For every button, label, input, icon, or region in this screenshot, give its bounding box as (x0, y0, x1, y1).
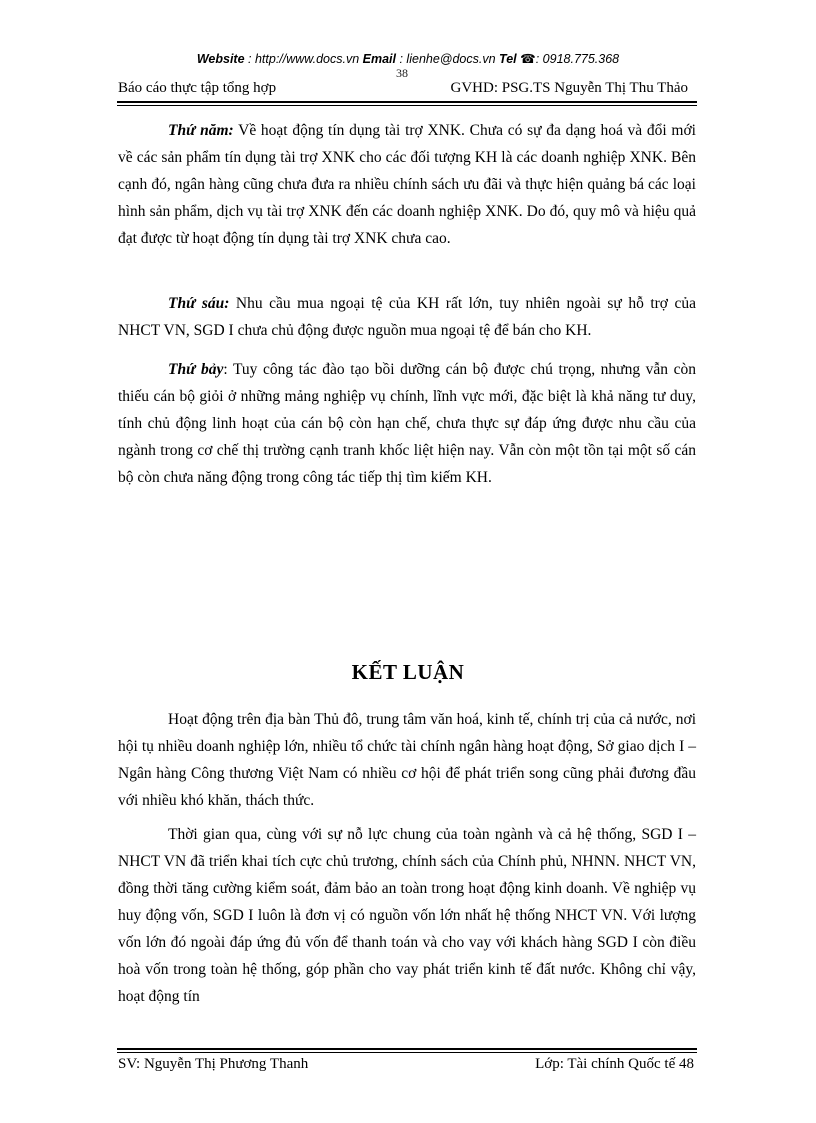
website-url[interactable]: : http://www.docs.vn (244, 52, 363, 66)
paragraph-lead: Thứ bảy (168, 361, 224, 378)
student-name: SV: Nguyễn Thị Phương Thanh (118, 1056, 309, 1072)
website-label: Website (196, 52, 245, 66)
phone-icon: ☎ (520, 52, 536, 66)
email-address[interactable]: : lienhe@docs.vn (396, 52, 500, 66)
email-label: Email (362, 52, 397, 66)
website-banner (0, 51, 816, 66)
header-rule-thin (117, 105, 697, 106)
supervisor: GVHD: PSG.TS Nguyễn Thị Thu Thảo (450, 80, 688, 96)
tel-number: : 0918.775.368 (535, 52, 620, 66)
footer-rule (117, 1048, 697, 1050)
report-title: Báo cáo thực tập tổng hợp (118, 80, 277, 96)
footer-rule-thin (117, 1052, 697, 1053)
paragraph-thu-nam (118, 117, 696, 252)
class-name: Lớp: Tài chính Quốc tế 48 (535, 1056, 694, 1072)
paragraph-text: Nhu cầu mua ngoại tệ của KH rất lớn, tuy nhiên ngoài sự hỗ trợ của NHCT VN, SGD I chưa chủ động được nguồn mua ngoại tệ để bán cho KH. (118, 295, 696, 339)
header-rule (117, 101, 697, 103)
paragraph-thu-bay (118, 356, 696, 491)
paragraph-text: Về hoạt động tín dụng tài trợ XNK. Chưa có sự đa dạng hoá và đổi mới về các sản phẩm tín dụng tài trợ XNK cho các đối tượng KH là các doanh nghiệp XNK. Bên cạnh đó, ngân hàng cũng chưa đưa ra nhiều chính sách ưu đãi và thực hiện quảng bá các loại hình sản phẩm, dịch vụ tài trợ XNK đến các doanh nghiệp XNK. Do đó, quy mô và hiệu quả đạt được từ hoạt động tín dụng tài trợ XNK chưa cao. (118, 122, 696, 247)
paragraph-thu-sau (118, 290, 696, 344)
tel-label: Tel (499, 52, 517, 66)
page-number: 38 (396, 66, 408, 80)
paragraph-text: : Tuy công tác đào tạo bồi dưỡng cán bộ được chú trọng, nhưng vẫn còn thiếu cán bộ giỏi ở những mảng nghiệp vụ chính, lĩnh vực mới, đặc biệt là khả năng tư duy, tính chủ động linh hoạt của cán bộ còn hạn chế, chưa thực sự đáp ứng được nhu cầu của ngành trong cơ chế thị trường cạnh tranh khốc liệt hiện nay. Vẫn còn một tồn tại một số cán bộ còn chưa năng động trong công tác tiếp thị tìm kiếm KH. (118, 361, 696, 486)
paragraph-conclusion-2: Thời gian qua, cùng với sự nỗ lực chung của toàn ngành và cả hệ thống, SGD I – NHCT VN đã triển khai tích cực chủ trương, chính sách của Chính phủ, NHNN. NHCT VN, đồng thời tăng cường kiểm soát, đảm bảo an toàn trong hoạt động kinh doanh. Về nghiệp vụ huy động vốn, SGD I luôn là đơn vị có nguồn vốn lớn nhất hệ thống NHCT VN. Với lượng vốn lớn đó ngoài đáp ứng đủ vốn để thanh toán và cho vay với khách hàng SGD I còn điều hoà vốn trong toàn hệ thống, góp phần cho vay phát triển kinh tế đất nước. Không chỉ vậy, hoạt động tín (118, 826, 696, 1005)
paragraph-conclusion-1: Hoạt động trên địa bàn Thủ đô, trung tâm văn hoá, kinh tế, chính trị của cả nước, nơi hội tụ nhiều doanh nghiệp lớn, nhiều tổ chức tài chính ngân hàng hoạt động, Sở giao dịch I – Ngân hàng Công thương Việt Nam có nhiều cơ hội để phát triển song cũng phải đương đầu với nhiều khó khăn, thách thức. (118, 711, 696, 809)
paragraph-lead: Thứ sáu: (168, 295, 230, 312)
section-heading: KẾT LUẬN (351, 660, 465, 684)
paragraph-lead: Thứ năm: (168, 122, 234, 139)
